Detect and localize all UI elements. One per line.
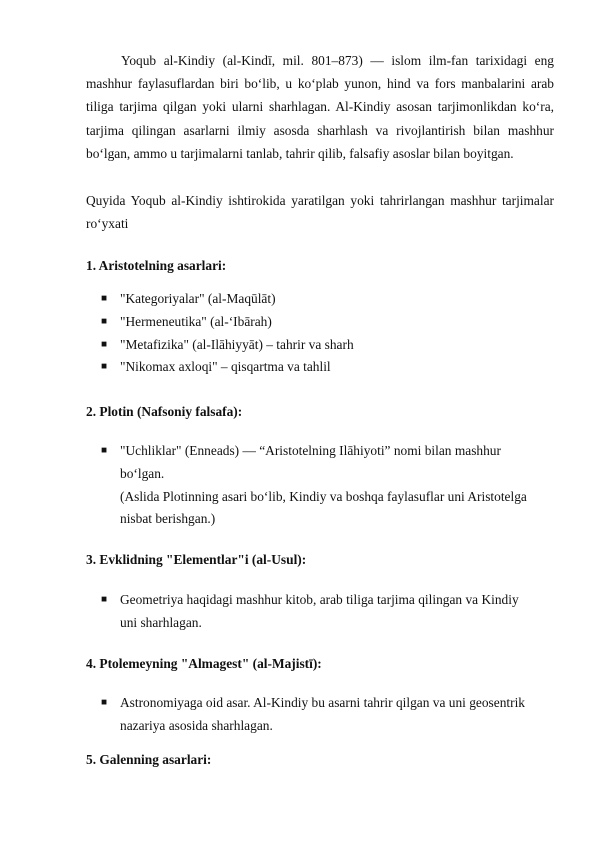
intro-paragraph: Yoqub al-Kindiy (al-Kindī, mil. 801–873) — islom ilm-fan tarixidagi eng mashhur faylasuflardan biri bo‘lib, u ko‘plab yunon, hind va fors manbalarini arab tiliga tarjima qilgan yoki ularni sharhlagan. Al-Kindiy asosan tarjimonlikdan ko‘ra, tarjima qilingan asarlarni ilmiy asosda sharhlash va rivojlantirish bilan mashhur bo‘lgan, ammo u tarjimalarni tanlab, tahrir qilib, falsafiy asoslar bilan boyitgan. [86, 53, 554, 161]
bullet-icon: ■ [101, 594, 108, 605]
section-list-ptolemy [0, 692, 550, 738]
list-item: ■ "Hermeneutika" (al-‘Ibārah) [0, 311, 550, 334]
list-item: ■ "Uchliklar" (Enneads) — “Aristotelning Ilāhiyoti” nomi bilan mashhur bo‘lgan. (Aslida Plotinning asari bo‘lib, Kindiy va boshqa faylasuflar uni Aristotelga nisbat berishgan.) [0, 440, 550, 531]
bullet-icon: ■ [101, 338, 108, 350]
section-list-aristotle [0, 288, 550, 379]
list-item: ■ Astronomiyaga oid asar. Al-Kindiy bu asarni tahrir qilgan va uni geosentrik nazariya asosida sharhlagan. [0, 692, 550, 738]
section-heading-galen: 5. Galenning asarlari: [86, 752, 212, 767]
bullet-icon: ■ [101, 315, 108, 327]
section-list-euclid [0, 589, 550, 635]
bullet-icon: ■ [101, 697, 108, 708]
list-item: ■ "Kategoriyalar" (al-Maqūlāt) [0, 288, 550, 311]
bullet-icon: ■ [101, 361, 108, 373]
section-heading-ptolemy: 4. Ptolemeyning "Almagest" (al-Majistī): [86, 656, 322, 671]
list-item: ■ "Nikomax axloqi" – qisqartma va tahlil [0, 356, 550, 379]
section-heading-euclid: 3. Evklidning "Elementlar"i (al-Usul): [86, 552, 307, 567]
list-intro-paragraph: Quyida Yoqub al-Kindiy ishtirokida yaratilgan yoki tahrirlangan mashhur tarjimalar ro‘yxati [86, 193, 554, 232]
section-heading-aristotle: 1. Aristotelning asarlari: [86, 258, 227, 273]
bullet-icon: ■ [101, 445, 108, 456]
section-list-plotinus [0, 440, 550, 531]
list-item: ■ "Metafizika" (al-Ilāhiyyāt) – tahrir va sharh [0, 334, 550, 357]
bullet-icon: ■ [101, 293, 108, 304]
list-item: ■ Geometriya haqidagi mashhur kitob, arab tiliga tarjima qilingan va Kindiy uni sharhlagan. [0, 589, 550, 635]
section-heading-plotinus: 2. Plotin (Nafsoniy falsafa): [86, 404, 243, 419]
